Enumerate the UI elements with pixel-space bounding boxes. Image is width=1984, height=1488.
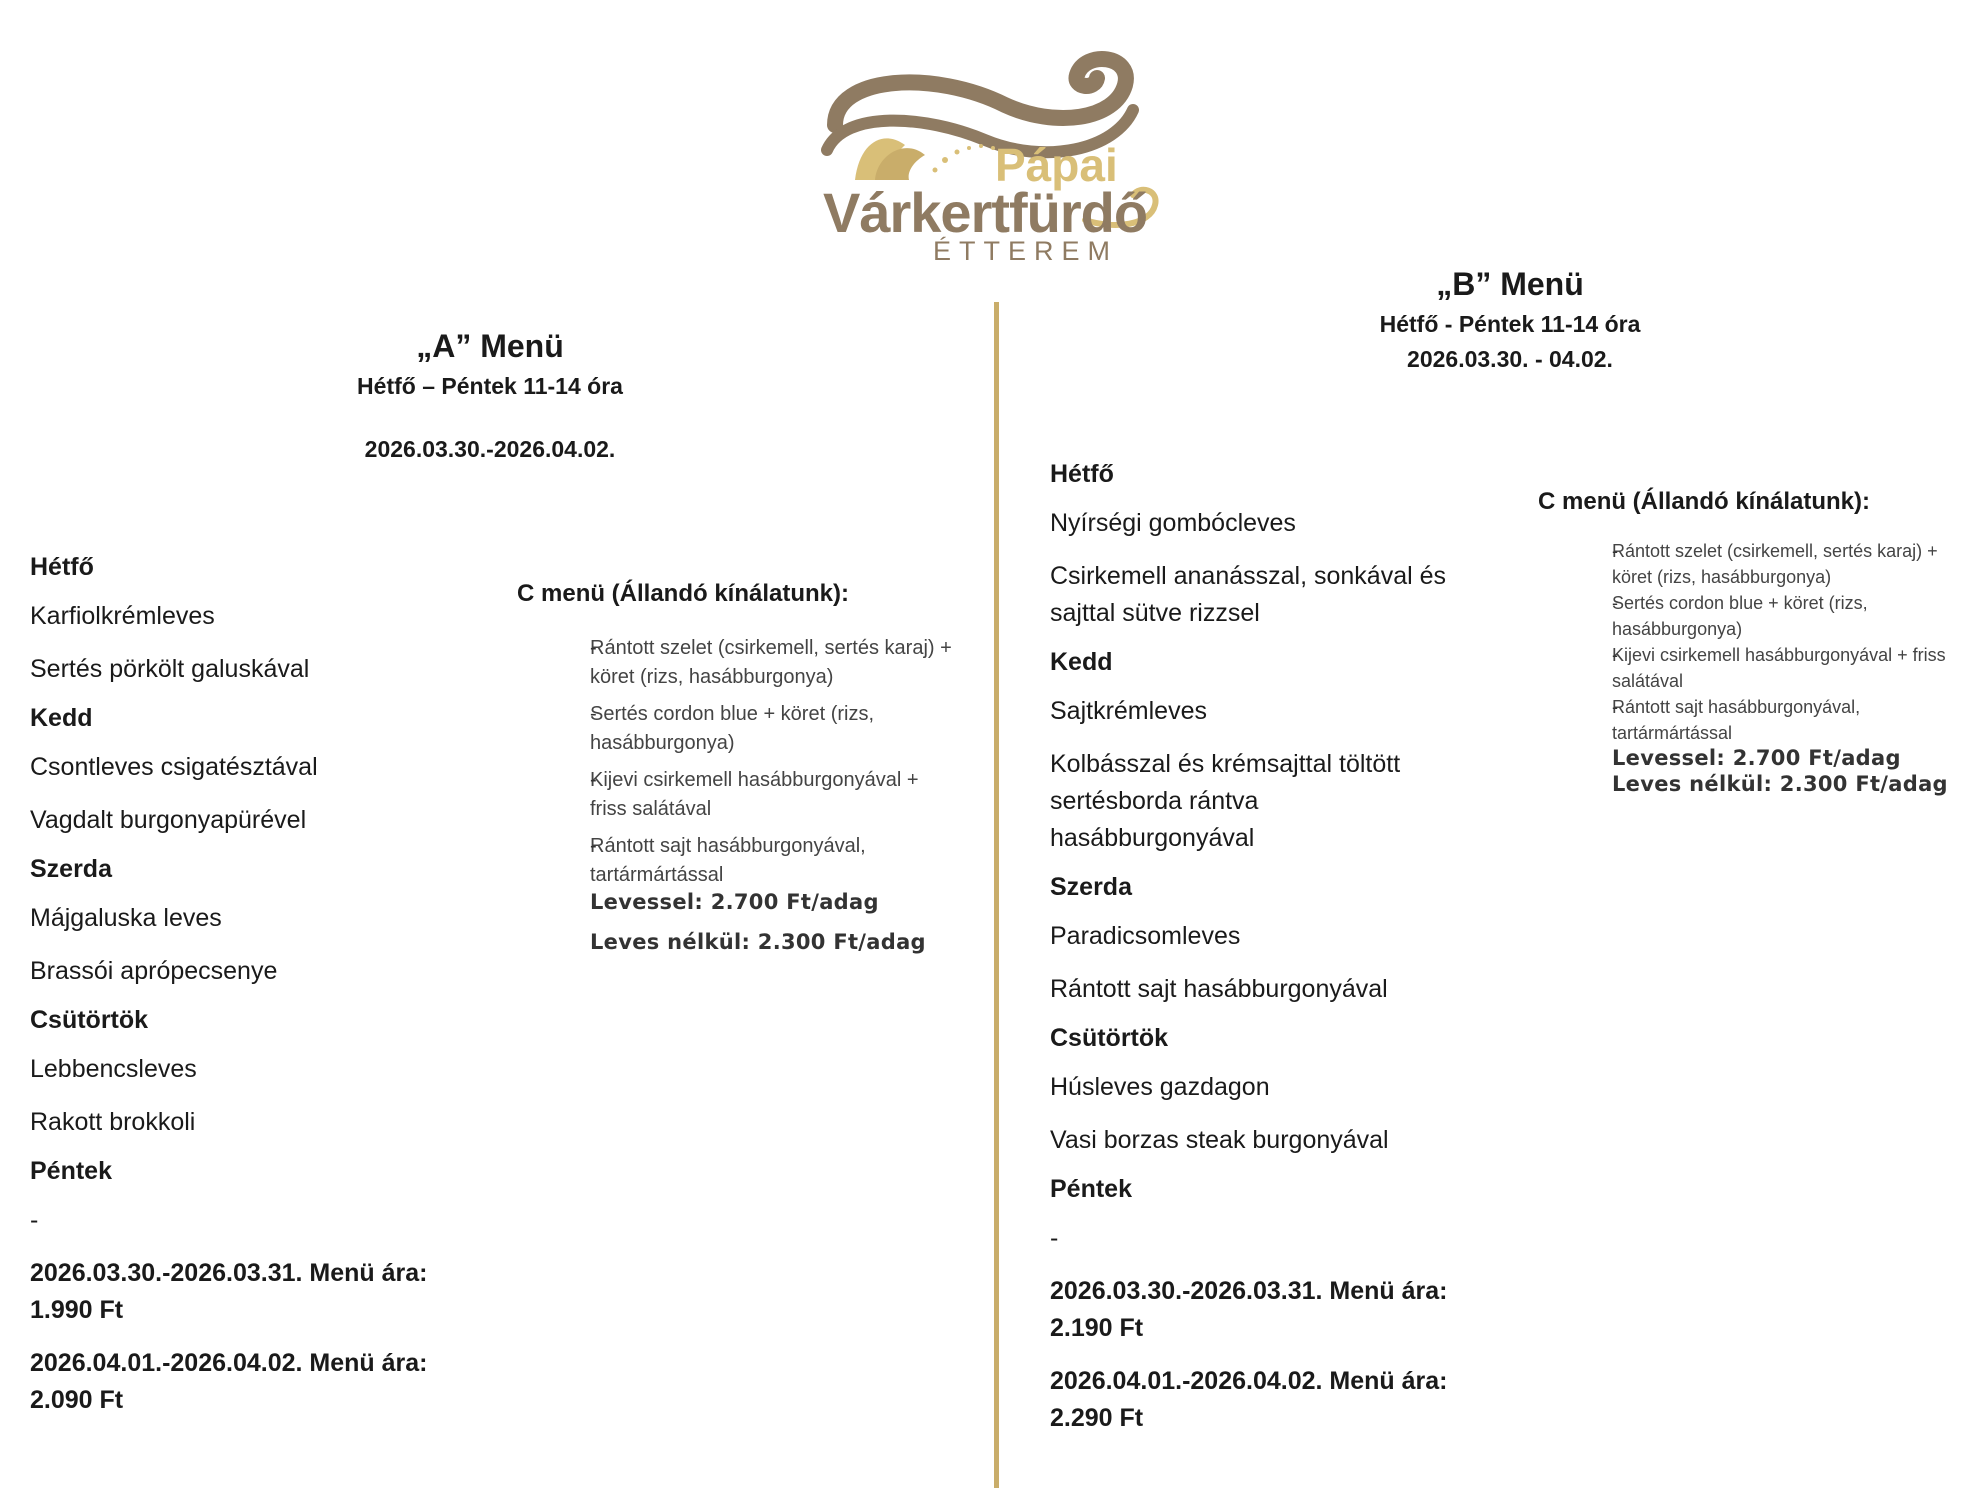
menu-a-item: Májgaluska leves [30,904,222,932]
menu-b-item: Sajtkrémleves [1050,697,1207,725]
c-menu-right-price-nosoup: Leves nélkül: 2.300 Ft/adag [1612,772,1948,796]
menu-b-hours: Hétfő - Péntek 11-14 óra [1379,311,1641,337]
c-menu-left-item: - Rántott sajt hasábburgonyával, tartármártással [517,832,957,890]
restaurant-logo [815,30,1170,270]
menu-a-price: 2026.04.01.-2026.04.02. Menü ára: 2.090 Ft [30,1349,428,1414]
menu-b-item: Csirkemell ananásszal, sonkával és sajttal sütve rizzsel [1050,562,1447,627]
menu-a-header [280,328,700,463]
menu-a-list [30,553,500,1435]
c-menu-left [517,580,957,954]
menu-a-day-wednesday: Szerda [30,855,112,883]
menu-b-day-wednesday: Szerda [1050,873,1132,901]
menu-a-item: Rakott brokkoli [30,1108,196,1136]
menu-b-list [1050,460,1480,1453]
c-menu-right-list [1538,538,1968,746]
menu-a-item: Vagdalt burgonyapürével [30,806,307,834]
menu-b-title: „B” Menü [1436,266,1584,302]
menu-b-price: 2026.04.01.-2026.04.02. Menü ára: 2.290 Ft [1050,1367,1448,1432]
menu-b-day-friday: Péntek [1050,1175,1132,1203]
c-menu-left-item: - Sertés cordon blue + köret (rizs, hasábburgonya) [517,700,957,758]
menu-a-item: Sertés pörkölt galuskával [30,655,310,683]
c-menu-left-list [517,634,957,890]
menu-b-day-tuesday: Kedd [1050,648,1113,676]
c-menu-right-item: - Rántott sajt hasábburgonyával, tartármártással [1538,694,1968,746]
logo-text-etterem: ÉTTEREM [933,236,1119,266]
menu-b-item: Rántott sajt hasábburgonyával [1050,975,1388,1003]
menu-a-dates: 2026.03.30.-2026.04.02. [364,436,616,462]
c-menu-left-item: - Kijevi csirkemell hasábburgonyával + friss salátával [517,766,957,824]
menu-a-item: Csontleves csigatésztával [30,753,318,781]
menu-b-day-thursday: Csütörtök [1050,1024,1169,1052]
c-menu-right-item: - Sertés cordon blue + köret (rizs, hasábburgonya) [1538,590,1968,642]
menu-a-hours: Hétfő – Péntek 11-14 óra [357,373,623,399]
menu-a-item: Brassói aprópecsenye [30,957,278,985]
menu-a-title: „A” Menü [416,328,564,364]
menu-b-item: Nyírségi gombócleves [1050,509,1296,537]
c-menu-left-title: C menü (Állandó kínálatunk): [517,580,850,607]
menu-b-header [1300,266,1720,373]
column-divider [994,302,999,1488]
menu-a-price: 2026.03.30.-2026.03.31. Menü ára: 1.990 Ft [30,1259,428,1324]
menu-a-day-monday: Hétfő [30,553,94,581]
c-menu-right-item: - Rántott szelet (csirkemell, sertés karaj) + köret (rizs, hasábburgonya) [1538,538,1968,590]
menu-a-item: Lebbencsleves [30,1055,197,1083]
menu-b-item: Vasi borzas steak burgonyával [1050,1126,1389,1154]
menu-a-item: - [30,1206,39,1234]
logo-text-varkertfurdo: Várkertfürdő [823,181,1148,244]
c-menu-right-item: - Kijevi csirkemell hasábburgonyával + friss salátával [1538,642,1968,694]
menu-b-item: Kolbásszal és krémsajttal töltött sertésborda rántva hasábburgonyával [1050,750,1401,852]
menu-a-day-thursday: Csütörtök [30,1006,149,1034]
menu-b-item: Húsleves gazdagon [1050,1073,1270,1101]
menu-b-day-monday: Hétfő [1050,460,1114,488]
menu-a-day-friday: Péntek [30,1157,112,1185]
c-menu-right [1538,488,1968,796]
menu-a-day-tuesday: Kedd [30,704,93,732]
menu-b-item: Paradicsomleves [1050,922,1241,950]
c-menu-left-price-nosoup: Leves nélkül: 2.300 Ft/adag [590,930,926,954]
menu-a-item: Karfiolkrémleves [30,602,215,630]
menu-b-price: 2026.03.30.-2026.03.31. Menü ára: 2.190 Ft [1050,1277,1448,1342]
c-menu-left-item: - Rántott szelet (csirkemell, sertés karaj) + köret (rizs, hasábburgonya) [517,634,957,692]
menu-b-dates: 2026.03.30. - 04.02. [1407,346,1613,372]
menu-b-item: - [1050,1224,1059,1252]
logo-text-papai: Pápai [995,139,1118,191]
c-menu-right-price-soup: Levessel: 2.700 Ft/adag [1612,746,1901,770]
c-menu-left-price-soup: Levessel: 2.700 Ft/adag [590,890,879,914]
c-menu-right-title: C menü (Állandó kínálatunk): [1538,488,1871,515]
